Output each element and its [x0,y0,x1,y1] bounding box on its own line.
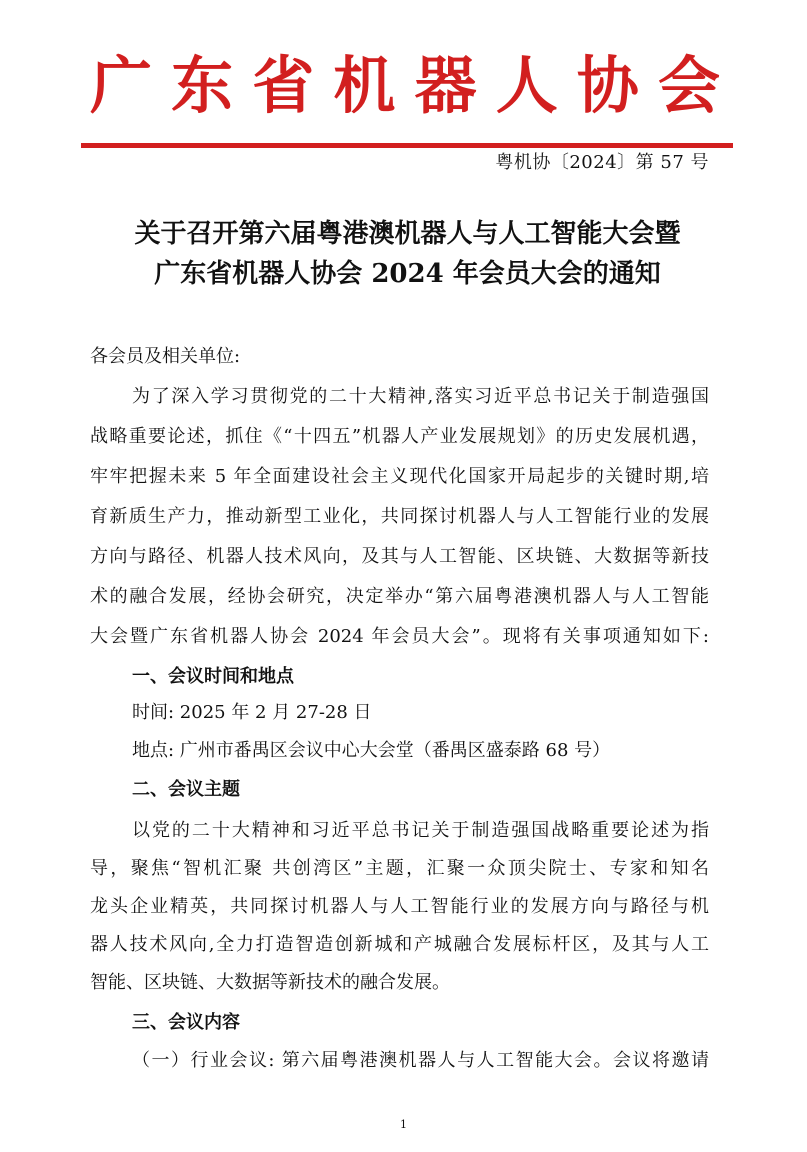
letterhead-char: 广 [90,49,153,122]
intro-line: 为了深入学习贯彻党的二十大精神,落实习近平总书记关于制造强国 [132,386,709,407]
section-heading-time-place: 一、会议时间和地点 [132,666,294,687]
meeting-place: 地点: 广州市番禺区会议中心大会堂（番禺区盛泰路 68 号） [132,740,611,761]
letterhead-char: 协 [576,49,639,122]
page-number: 1 [400,1118,407,1131]
intro-line: 大会暨广东省机器人协会 2024 年会员大会”。现将有关事项通知如下: [90,626,709,647]
theme-line: 器人技术风向,全力打造智造创新城和产城融合发展标杆区，及其与人工 [90,934,709,955]
theme-line: 导，聚焦“智机汇聚 共创湾区”主题，汇聚一众顶尖院士、专家和知名 [90,858,709,879]
letterhead-char: 省 [252,49,315,122]
letterhead-char: 机 [333,49,396,122]
letterhead-char: 人 [495,49,558,122]
theme-line: 龙头企业精英，共同探讨机器人与人工智能行业的发展方向与路径与机 [90,896,709,917]
letterhead-char: 东 [171,49,234,122]
section-heading-content: 三、会议内容 [132,1012,240,1033]
intro-line: 方向与路径、机器人技术风向，及其与人工智能、区块链、大数据等新技 [90,546,709,567]
letterhead-divider [81,143,733,148]
theme-line: 以党的二十大精神和习近平总书记关于制造强国战略重要论述为指 [132,820,709,841]
meeting-time: 时间: 2025 年 2 月 27-28 日 [132,702,372,723]
organization-letterhead [90,44,720,128]
intro-line: 育新质生产力，推动新型工业化，共同探讨机器人与人工智能行业的发展 [90,506,709,527]
title-line-2: 广东省机器人协会 2024 年会员大会的通知 [154,259,661,289]
intro-line: 术的融合发展，经协会研究，决定举办“第六届粤港澳机器人与人工智能 [90,586,709,607]
document-title [80,214,735,294]
salutation: 各会员及相关单位: [90,346,241,367]
letterhead-char: 器 [414,49,477,122]
title-line-1: 关于召开第六届粤港澳机器人与人工智能大会暨 [134,219,681,249]
intro-line: 战略重要论述，抓住《“十四五”机器人产业发展规划》的历史发展机遇， [90,426,709,447]
intro-line: 牢牢把握未来 5 年全面建设社会主义现代化国家开局起步的关键时期,培 [90,466,709,487]
document-number: 粤机协〔2024〕第 57 号 [495,152,709,173]
content-line: （一）行业会议: 第六届粤港澳机器人与人工智能大会。会议将邀请 [132,1050,709,1071]
letterhead-char: 会 [657,49,720,122]
section-heading-theme: 二、会议主题 [132,779,240,800]
theme-line: 智能、区块链、大数据等新技术的融合发展。 [90,972,450,993]
